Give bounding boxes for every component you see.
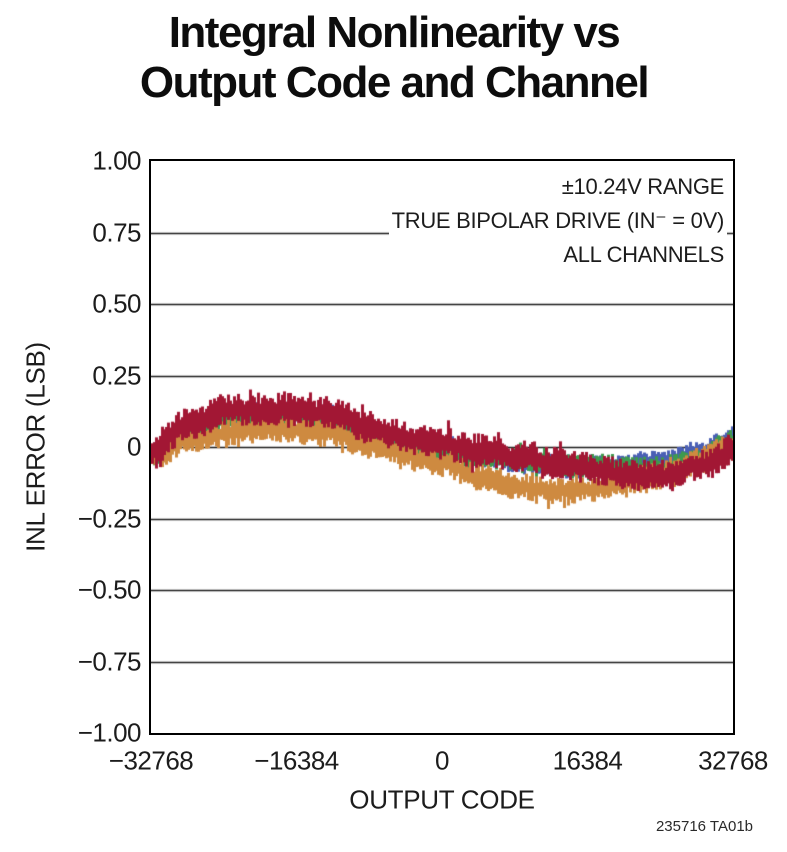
y-tick-label: −1.00 <box>77 717 141 748</box>
x-axis-title: OUTPUT CODE <box>349 784 535 815</box>
plot-annotation <box>389 170 727 272</box>
annotation-range: ±10.24V RANGE <box>559 170 727 204</box>
chart-title <box>44 8 744 108</box>
chart-title-line2: Output Code and Channel <box>139 58 649 108</box>
chart-title-line1: Integral Nonlinearity vs <box>168 8 620 57</box>
annotation-channels: ALL CHANNELS <box>560 238 727 272</box>
y-tick-label: −0.75 <box>77 646 141 676</box>
figure-number: 235716 TA01b <box>655 818 753 835</box>
y-tick-label: −0.25 <box>77 503 141 533</box>
y-tick-label: 0.25 <box>92 360 141 390</box>
x-tick-label: 16384 <box>552 745 623 776</box>
y-tick-label: 1.00 <box>92 145 141 176</box>
y-tick-label: 0.75 <box>92 217 141 247</box>
y-tick-label: −0.50 <box>77 574 141 605</box>
y-tick-label: 0.50 <box>92 288 141 319</box>
y-axis-title: INL ERROR (LSB) <box>20 342 51 552</box>
annotation-drive: TRUE BIPOLAR DRIVE (IN⁻ = 0V) <box>389 204 727 238</box>
x-tick-label: 0 <box>435 745 449 776</box>
y-tick-label: 0 <box>127 431 141 462</box>
x-tick-label: 32768 <box>698 745 768 776</box>
x-tick-label: −32768 <box>108 745 194 776</box>
x-tick-label: −16384 <box>254 745 339 776</box>
